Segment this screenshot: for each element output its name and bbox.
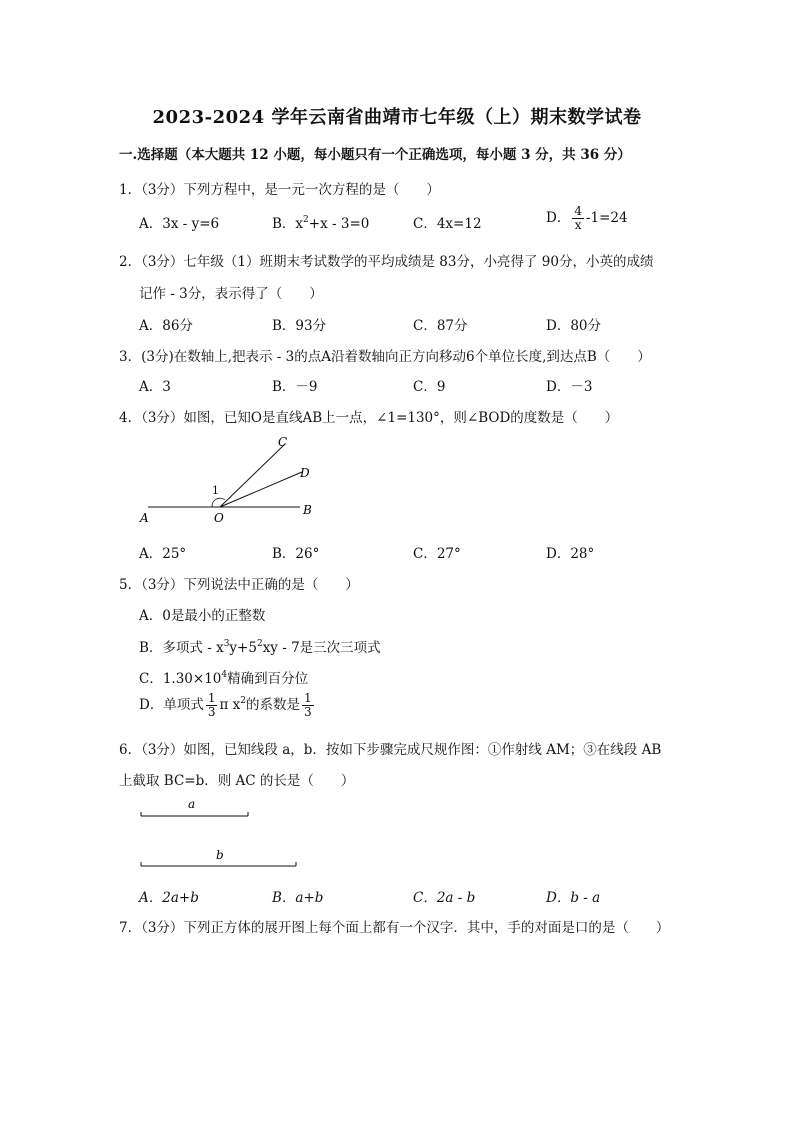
q3-option-a: A．3 [139,379,171,395]
q1-option-c: C．4x=12 [413,216,482,232]
label-segment-a: a [188,797,196,811]
section-heading: 一.选择题（本大题共 12 小题，每小题只有一个正确选项，每小题 3 分，共 36 分） [119,147,631,163]
angle-figure [130,432,330,530]
label-b: B [303,503,312,517]
ray-oc [220,444,285,507]
q6-option-d: D．b - a [546,890,601,906]
fraction: $\frac{4}{x}$ [574,204,582,232]
q2-option-a: A．86分 [139,318,193,334]
ray-od [220,472,302,507]
fraction: $\frac{1}{3}$ [303,691,312,719]
q2-option-c: C．87分 [413,318,468,334]
label-segment-b: b [216,848,224,862]
label-angle-1: 1 [212,484,219,497]
q4-option-d: D．28° [546,546,595,562]
segments-figure [136,795,306,870]
q6-option-c: C．2a - b [413,890,476,906]
question-7-stem: 7．（3分）下列正方体的展开图上每个面上都有一个汉字．其中，手的对面是口的是（ ） [119,920,670,936]
q2-option-b: B．93分 [272,318,327,334]
q5-option-d: D．单项式 $\frac{1}{3}$ π $x^2$的系数是 $\frac{1}{3}$ [139,691,312,719]
question-6-line-1: 6．（3分）如图，已知线段 a，b．按如下步骤完成尺规作图：①作射线 AM；③在线段 AB [119,742,662,758]
q6-option-b: B．a+b [272,890,324,906]
question-5-stem: 5．（3分）下列说法中正确的是（ ） [119,577,359,593]
label-c: C [278,435,288,449]
q5-option-a: A．0是最小的正整数 [139,608,266,624]
q4-option-a: A．25° [139,546,187,562]
question-2-line-2: 记作 - 3分，表示得了（ ） [139,286,323,302]
q4-option-c: C．27° [413,546,461,562]
q1-option-b: B．$x^2+x - 3=0$ [272,215,370,232]
q5-option-b: B．多项式 - $x^3y+5^2xy - 7$是三次三项式 [139,639,381,656]
label-a: A [140,511,149,525]
question-3-stem: 3．(3分)在数轴上,把表示 - 3的点A沿着数轴向正方向移动6个单位长度,到达点B（ ） [119,349,651,365]
question-2-line-1: 2．（3分）七年级（1）班期末考试数学的平均成绩是 83分，小亮得了 90分，小英的成绩 [119,254,654,270]
question-6-line-2: 上截取 BC=b．则 AC 的长是（ ） [119,773,355,789]
q2-option-d: D．80分 [546,318,602,334]
question-1-stem: 1．（3分）下列方程中，是一元一次方程的是（ ） [119,182,440,198]
label-d: D [300,466,310,480]
q3-option-d: D．－3 [546,379,593,395]
q1-option-a: A．3x - y=6 [139,216,220,232]
label-o: O [214,511,224,525]
q3-option-c: C．9 [413,379,446,395]
question-4-stem: 4．（3分）如图，已知O是直线AB上一点，∠1=130°，则∠BOD的度数是（ ） [119,410,619,426]
q4-option-b: B．26° [272,546,320,562]
q1-option-d: D． $\frac{4}{x}$ -1=24 [546,204,628,232]
q3-option-b: B．－9 [272,379,318,395]
q5-option-c: C．$1.30\times 10^4$精确到百分位 [139,670,309,687]
q6-option-a: A．2a+b [139,890,199,906]
page-title: 2023-2024 学年云南省曲靖市七年级（上）期末数学试卷 [152,107,642,128]
fraction: $\frac{1}{3}$ [207,691,216,719]
